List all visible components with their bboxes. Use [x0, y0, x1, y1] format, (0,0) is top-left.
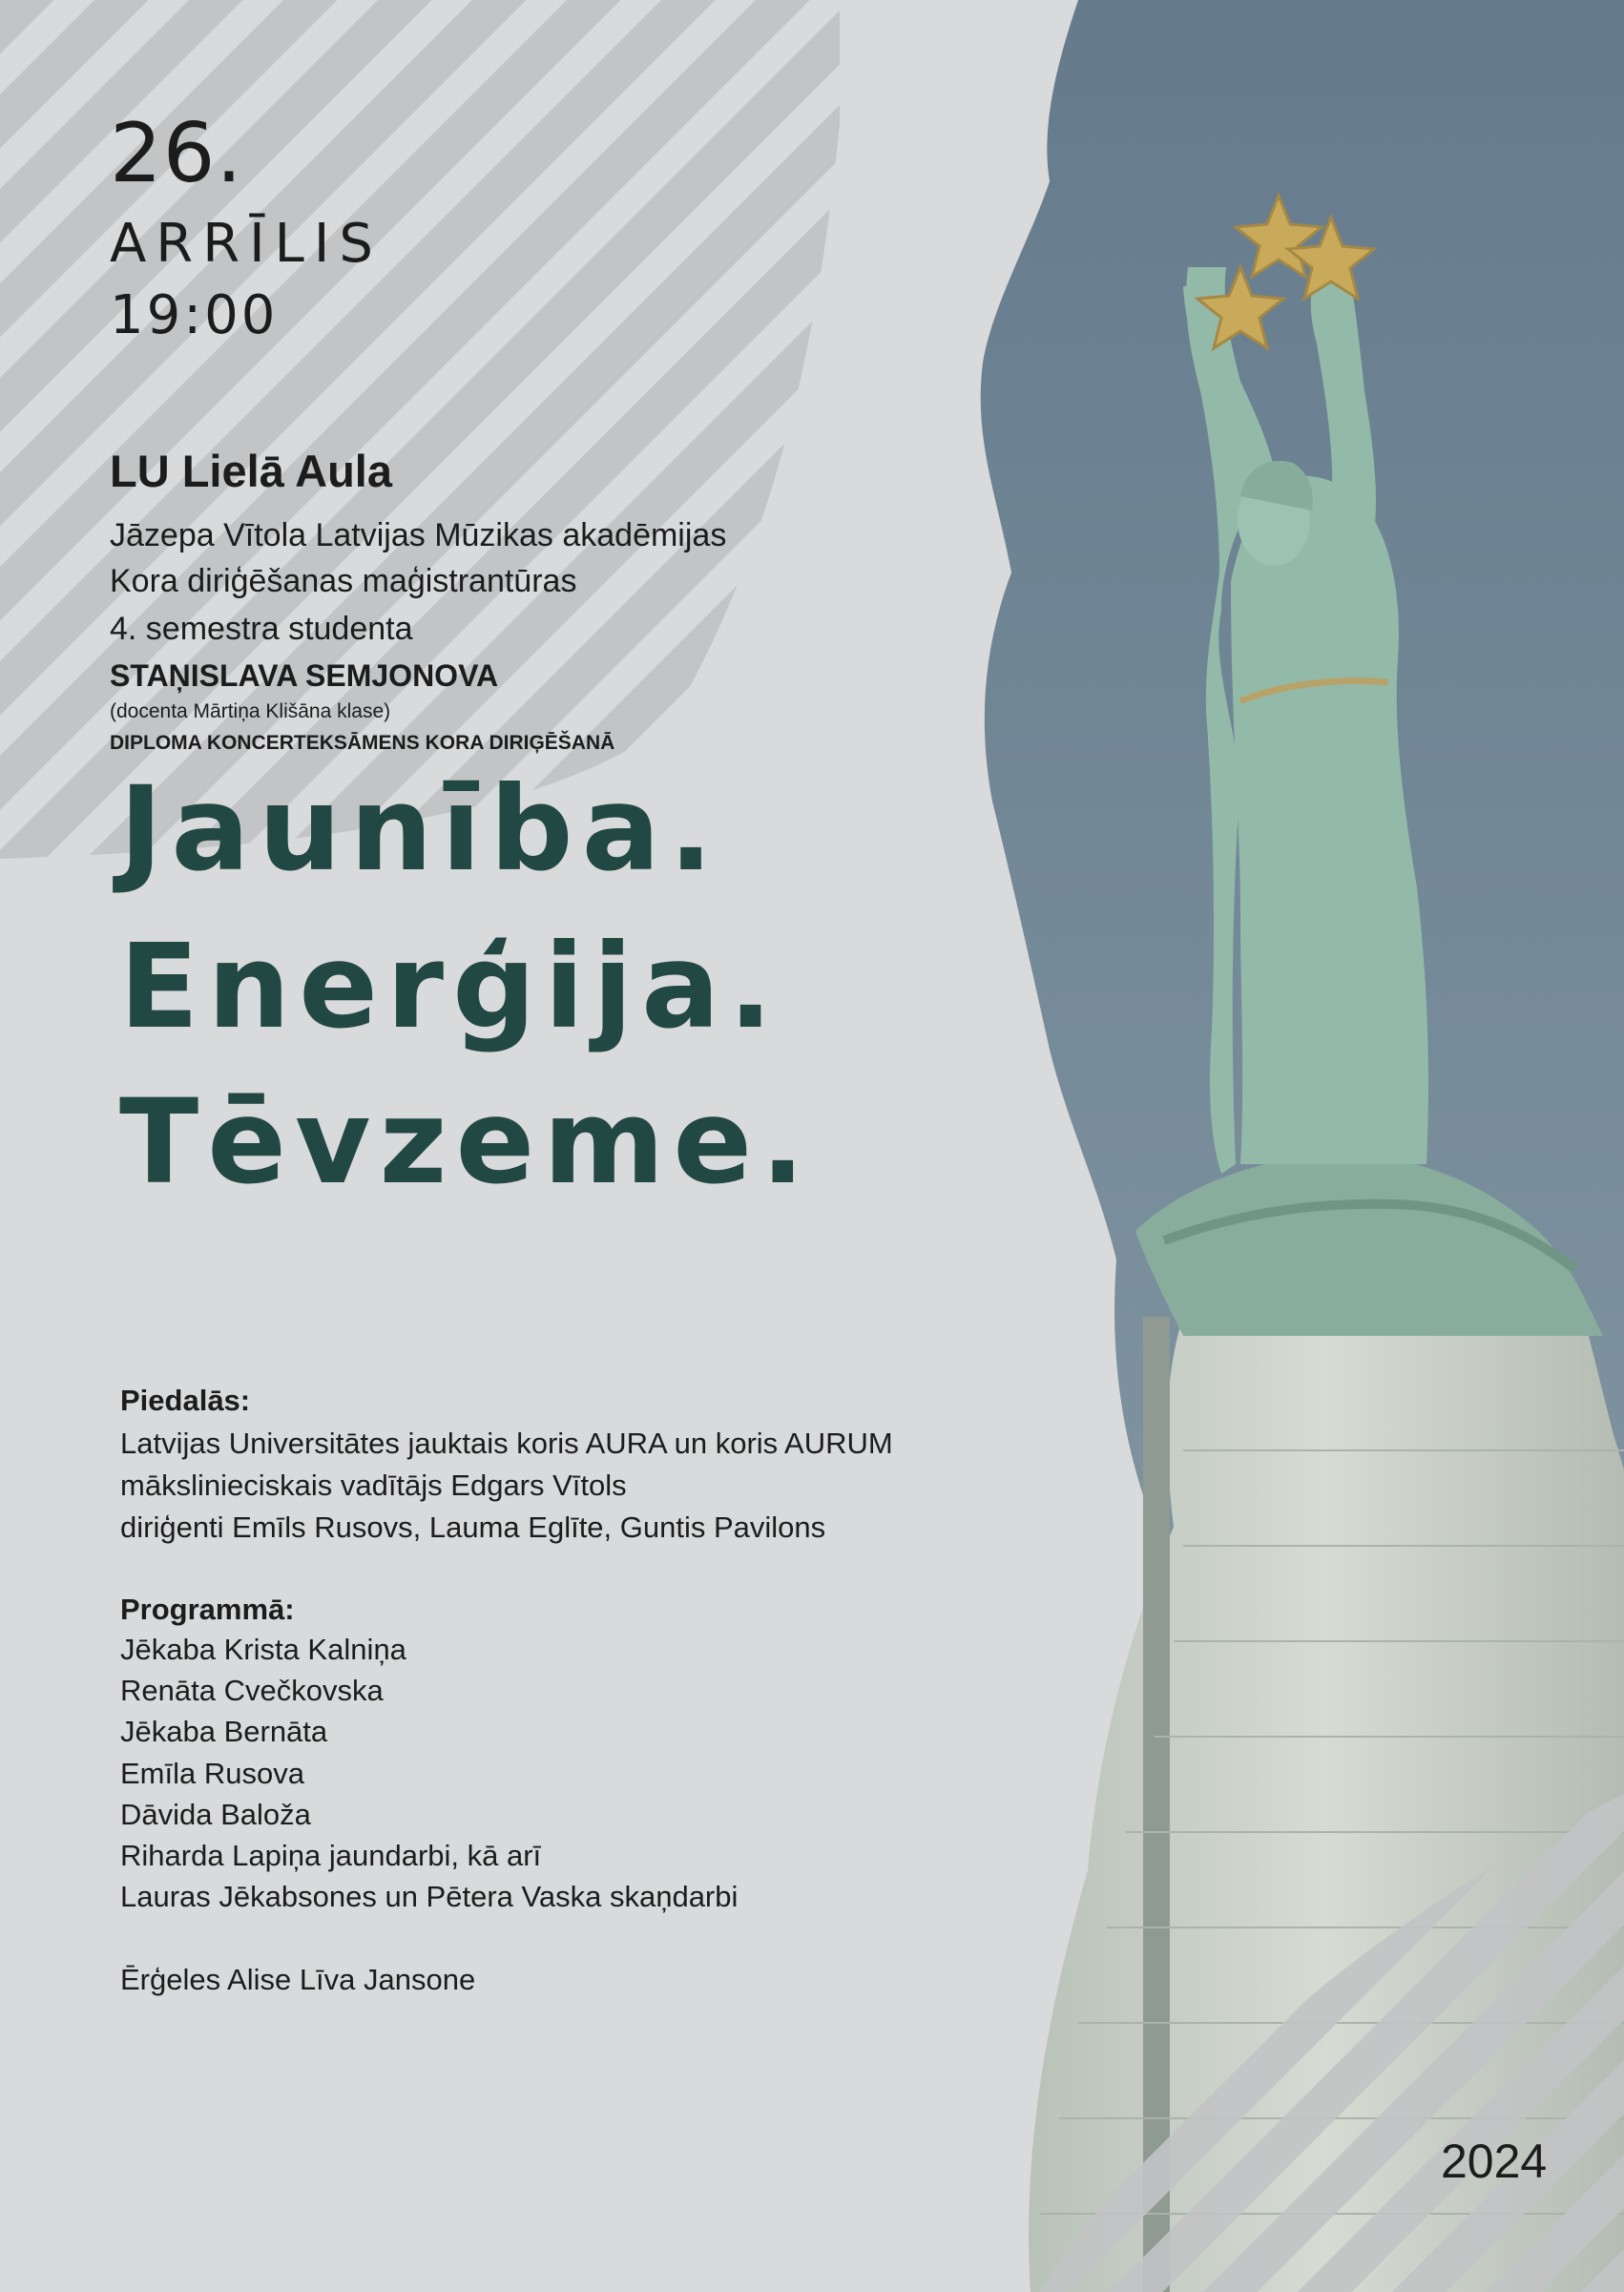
organ-credit: Ērģeles Alise Līva Jansone: [120, 1963, 476, 1996]
program-line: Dāvida Baloža: [120, 1798, 311, 1831]
event-date-day: 26.: [110, 106, 243, 201]
participants-line: Latvijas Universitātes jauktais koris AURA un koris AURUM: [120, 1427, 893, 1460]
institution-line: 4. semestra studenta: [110, 611, 413, 647]
event-time: 19:00: [110, 284, 279, 346]
program-line: Renāta Cvečkovska: [120, 1674, 384, 1707]
event-date-month: ARRĪLIS: [110, 213, 383, 275]
participants-line: mākslinieciskais vadītājs Edgars Vītols: [120, 1469, 627, 1502]
student-name: STAŅISLAVA SEMJONOVA: [110, 658, 499, 693]
exam-title: DIPLOMA KONCERTEKSĀMENS KORA DIRIĢĒŠANĀ: [110, 732, 615, 754]
headline-line: Tēvzeme.: [119, 1074, 814, 1210]
program-line: Jēkaba Bernāta: [120, 1715, 328, 1748]
venue-title: LU Lielā Aula: [110, 446, 392, 496]
teacher-class: (docenta Mārtiņa Klišāna klase): [110, 700, 391, 722]
institution-line: Kora diriģēšanas maģistrantūras: [110, 563, 577, 599]
participants-title: Piedalās:: [120, 1384, 251, 1417]
year: 2024: [1441, 2135, 1548, 2188]
headline-line: Enerģija.: [119, 919, 781, 1054]
program-line: Lauras Jēkabsones un Pētera Vaska skaņdarbi: [120, 1880, 739, 1913]
program-title: Programmā:: [120, 1593, 295, 1626]
participants-line: diriģenti Emīls Rusovs, Lauma Eglīte, Guntis Pavilons: [120, 1511, 826, 1544]
program-line: Riharda Lapiņa jaundarbi, kā arī: [120, 1839, 542, 1872]
program-line: Jēkaba Krista Kalniņa: [120, 1633, 406, 1666]
program-line: Emīla Rusova: [120, 1757, 304, 1790]
institution-line: Jāzepa Vītola Latvijas Mūzikas akadēmijas: [110, 517, 727, 553]
headline-line: Jaunība.: [119, 761, 722, 897]
